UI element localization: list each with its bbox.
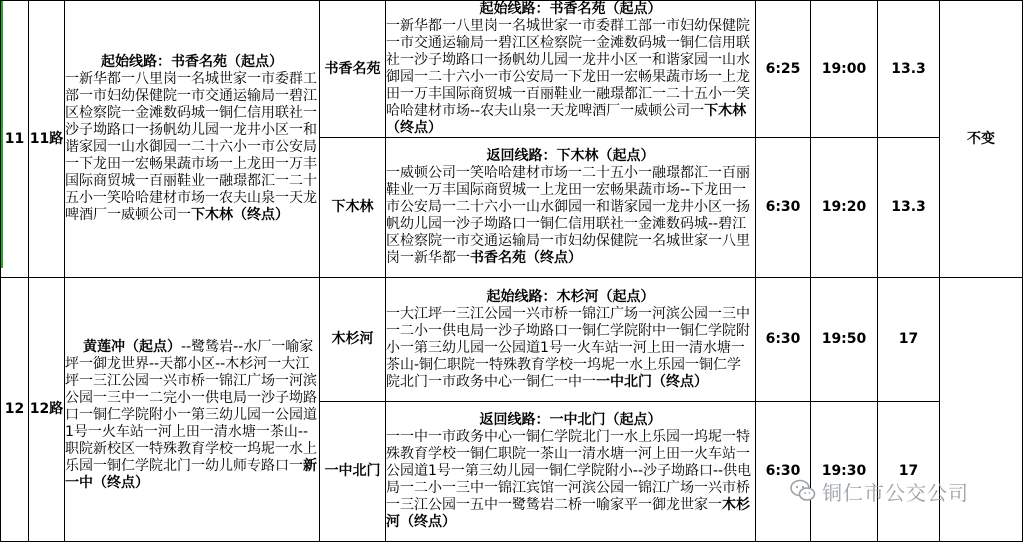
watermark — [790, 476, 969, 506]
route-summary-end: 下木林（终点） — [191, 207, 289, 223]
route-number: 11 — [1, 1, 29, 278]
direction-start-stop: 木杉河 — [320, 278, 386, 402]
fare-value: 17 — [878, 402, 940, 542]
direction-title: 起始线路：书香名苑（起点） — [479, 1, 662, 17]
route-name: 12路 — [29, 278, 65, 542]
watermark-text: 铜仁市公交公司 — [822, 480, 969, 505]
direction-stops: 一大江坪一三江公园一兴市桥一锦江广场一河滨公园一三中一二小一供电局一沙子坳路口一铜仁学院附中一铜仁学院附小一第三幼儿园一公园道1号一火车站一河上田一清水塘一茶山-铜仁职院一特殊教育学校一坞坭一水上乐园一铜仁学院北门一市政务中心一铜仁一中一 — [386, 305, 750, 390]
last-bus-time: 19:50 — [811, 278, 878, 402]
last-bus-time: 19:20 — [811, 138, 878, 278]
direction-title: 返回线路：一中北门（起点） — [479, 412, 662, 428]
route-number: 12 — [1, 278, 29, 542]
route-summary-end: 新一中（终点） — [65, 458, 317, 491]
table-row — [1, 1, 1023, 138]
route-summary — [65, 278, 320, 542]
direction-end: 书香名苑（终点） — [470, 250, 582, 266]
first-bus-time: 6:30 — [756, 138, 811, 278]
direction-title: 起始线路：木杉河（起点） — [486, 288, 655, 305]
route-name: 11路 — [29, 1, 65, 278]
first-bus-time: 6:30 — [756, 402, 811, 542]
direction-end: 下木林（终点） — [386, 103, 747, 136]
direction-route — [386, 138, 756, 278]
direction-end: 木杉河（终点） — [386, 497, 750, 530]
first-bus-time: 6:25 — [756, 1, 811, 138]
route-summary-stops: --鹭鸶岩--水厂一喻家坪一御龙世界--天都小区--木杉河一大江坪一三江公园一兴市桥一锦江广场一河滨公园一三中一二完小一供电局一沙子坳路口一铜仁学院附小一第三幼儿园一公园道1号一火车站一河上田一清水塘一茶山--职院新校区一特殊教育学校一坞坭一水上乐园一铜仁学院北门一幼儿师专路口一 — [65, 339, 317, 474]
change-note: 不变 — [940, 1, 1023, 278]
direction-end: 一中北门（终点） — [596, 373, 708, 390]
direction-title: 返回线路：下木林（起点） — [486, 148, 655, 164]
direction-start-stop: 一中北门 — [320, 402, 386, 542]
direction-start-stop: 下木林 — [320, 138, 386, 278]
route-summary-title: 黄莲冲（起点） — [83, 339, 181, 355]
direction-route — [386, 402, 756, 542]
first-bus-time: 6:30 — [756, 278, 811, 402]
direction-stops: 一一中一市政务中心一铜仁学院北门一水上乐园一坞坭一特殊教育学校一铜仁职院一茶山一清水塘一河上田一火车站一公园道1号一第三幼儿园一铜仁学院附小--沙子坳路口--供电局一二小一三中一锦江宾馆一河滨公园一锦江广场一兴市桥一三江公园一五中一鹭鸶岩二桥一喻家平一御龙世家一 — [386, 429, 752, 513]
direction-route — [386, 1, 756, 138]
last-bus-time: 19:30 — [811, 402, 878, 542]
table-row — [1, 278, 1023, 402]
direction-stops: 一新华都一八里岗一名城世家一市委群工部一市妇幼保健院一市交通运输局一碧江区检察院一金滩数码城一铜仁信用联社一沙子坳路口一扬帆幼儿园一龙井小区一和谐家园一山水御园一二十六小一市公安局一下龙田一宏畅果蔬市场一上龙田一万丰国际商贸城一百丽鞋业一融璟都汇一二十五小一笑哈哈建材市场--农夫山泉一天龙啤酒厂一威顿公司一 — [386, 18, 750, 119]
route-summary — [65, 1, 320, 278]
route-summary-title: 起始线路：书香名苑（起点） — [101, 54, 283, 70]
last-bus-time: 19:00 — [811, 1, 878, 138]
fare-value: 17 — [878, 278, 940, 402]
direction-start-stop: 书香名苑 — [320, 1, 386, 138]
direction-route — [386, 278, 756, 402]
wechat-logo-icon — [790, 479, 816, 503]
direction-stops: 一威顿公司一笑哈哈建材市场一二十五小一融璟都汇一百丽鞋业一万丰国际商贸城一上龙田一宏畅果蔬市场--下龙田一市公安局一二十六小一山水御园一和谐家园一龙井小区一扬帆幼儿园一沙子坳路口一铜仁信用联社一金滩数码城--碧江区检察院一市交通运输局一市妇幼保健院一名城世家一八里岗一新华都一 — [386, 165, 750, 266]
fare-value: 13.3 — [878, 1, 940, 138]
route-summary-stops: 一新华都一八里岗一名城世家一市委群工部一市妇幼保健院一市交通运输局一碧江区检察院一金滩数码城一铜仁信用联社一沙子坳路口一扬帆幼儿园一龙井小区一和谐家园一山水御园一二十六小一市公安局一下龙田一宏畅果蔬市场一上龙田一万丰国际商贸城一百丽鞋业一融璟都汇一二十五小一笑哈哈建材市场一农夫山泉一天龙啤酒厂一威顿公司一 — [65, 71, 317, 223]
fare-value: 13.3 — [878, 138, 940, 278]
